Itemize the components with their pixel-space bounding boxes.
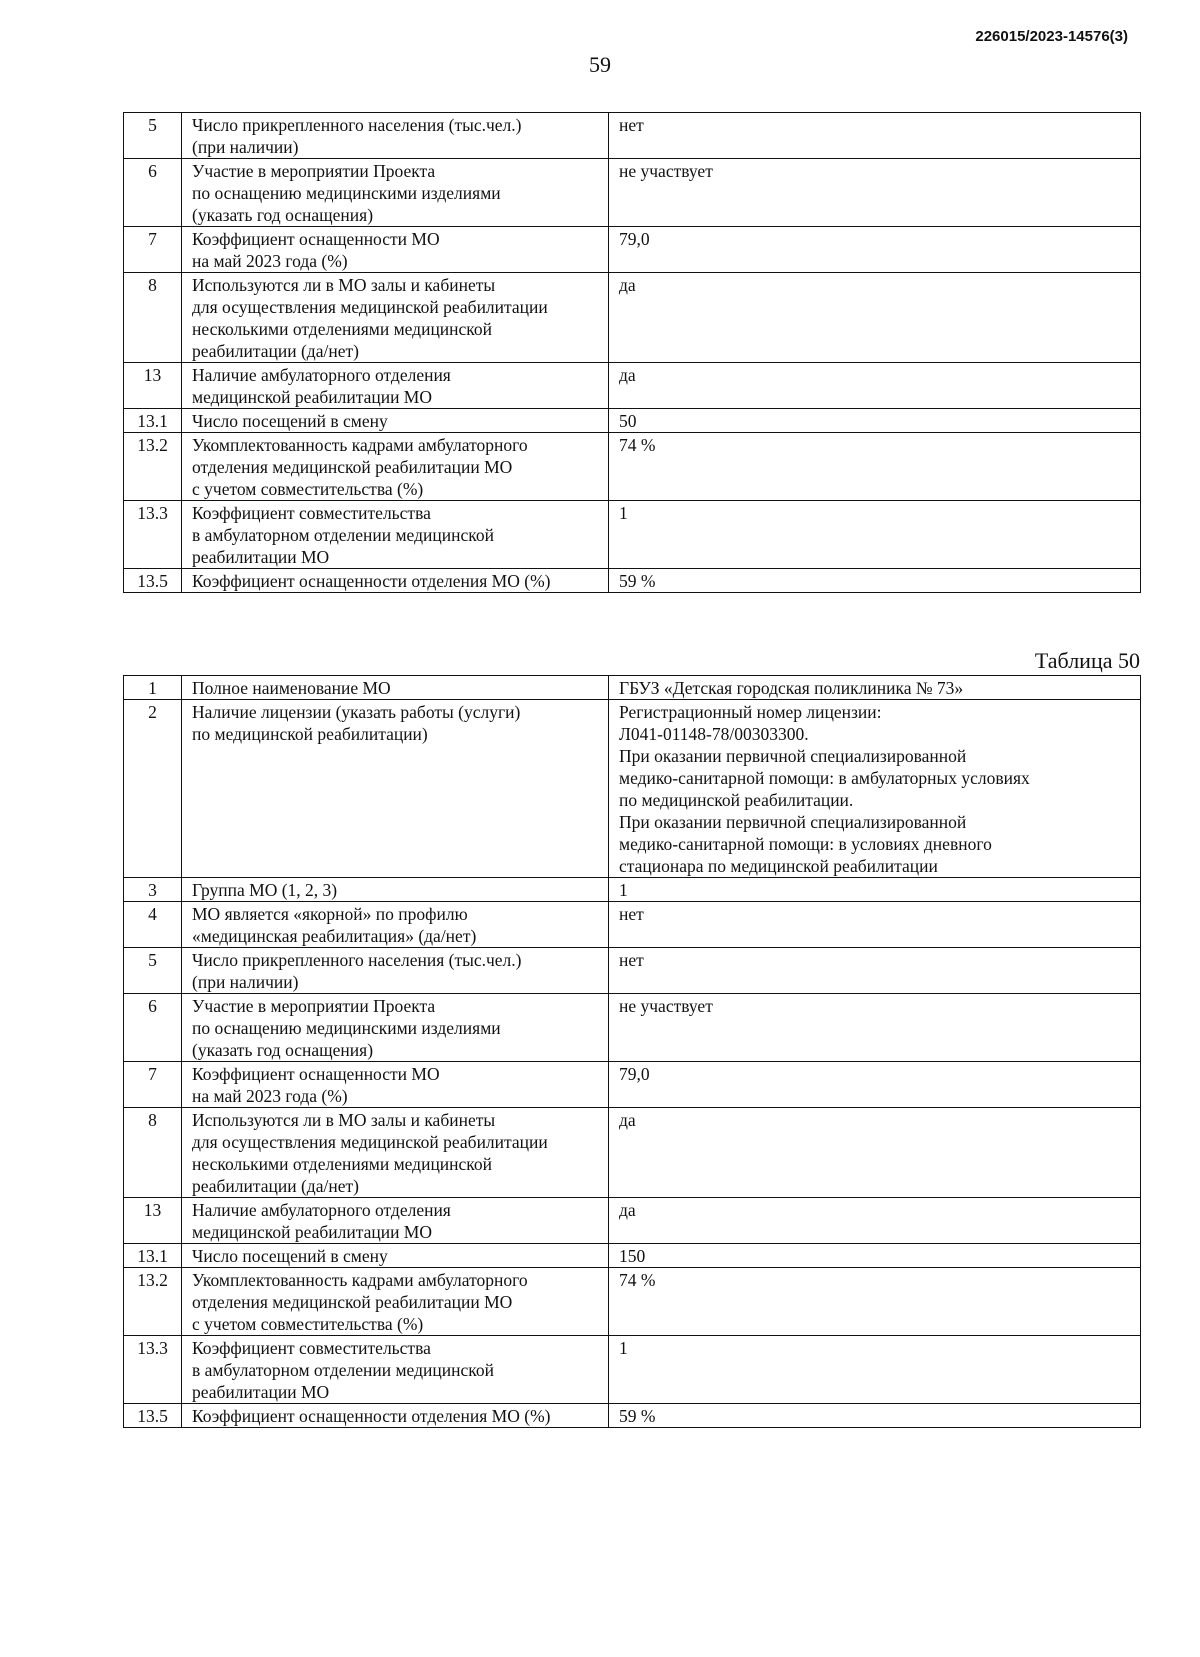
table-row (124, 1268, 1141, 1336)
table-row (124, 1198, 1141, 1244)
value-cell: Регистрационный номер лицензии: Л041-01148-78/00303300. При оказании первичной специализированной медико-санитарной помощи: в амбулаторных условиях по медицинской реабилитации. При оказании первичной специализированной медико-санитарной помощи: в условиях дневного стационара по медицинской реабилитации (609, 700, 1141, 878)
parameter-cell: Наличие лицензии (указать работы (услуги) по медицинской реабилитации) (182, 700, 609, 878)
table-row (124, 994, 1141, 1062)
table-row (124, 1336, 1141, 1404)
row-number-cell: 13 (124, 363, 182, 409)
parameter-cell: Число прикрепленного населения (тыс.чел.) (при наличии) (182, 113, 609, 159)
row-number-cell: 4 (124, 902, 182, 948)
table-50 (123, 675, 1141, 1428)
table-row (124, 878, 1141, 902)
row-number-cell: 13.5 (124, 569, 182, 593)
value-cell: да (609, 1108, 1141, 1198)
table-row (124, 1108, 1141, 1198)
value-cell: 74 % (609, 1268, 1141, 1336)
value-cell: ГБУЗ «Детская городская поликлиника № 73» (609, 676, 1141, 700)
table-row (124, 273, 1141, 363)
table-row (124, 409, 1141, 433)
value-cell: да (609, 1198, 1141, 1244)
value-cell: 1 (609, 878, 1141, 902)
value-cell: 150 (609, 1244, 1141, 1268)
value-cell: нет (609, 948, 1141, 994)
row-number-cell: 13 (124, 1198, 182, 1244)
row-number-cell: 13.1 (124, 1244, 182, 1268)
value-cell: 1 (609, 501, 1141, 569)
row-number-cell: 5 (124, 948, 182, 994)
table-row (124, 1062, 1141, 1108)
value-cell: 1 (609, 1336, 1141, 1404)
table-row (124, 676, 1141, 700)
parameter-cell: Число прикрепленного населения (тыс.чел.) (при наличии) (182, 948, 609, 994)
row-number-cell: 7 (124, 1062, 182, 1108)
value-cell: 79,0 (609, 227, 1141, 273)
value-cell: да (609, 273, 1141, 363)
value-cell: 79,0 (609, 1062, 1141, 1108)
parameter-cell: Наличие амбулаторного отделения медицинской реабилитации МО (182, 1198, 609, 1244)
table-row (124, 227, 1141, 273)
row-number-cell: 2 (124, 700, 182, 878)
table-continuation (123, 112, 1141, 593)
table-row (124, 948, 1141, 994)
parameter-cell: Коэффициент совместительства в амбулаторном отделении медицинской реабилитации МО (182, 1336, 609, 1404)
parameter-cell: МО является «якорной» по профилю «медицинская реабилитация» (да/нет) (182, 902, 609, 948)
row-number-cell: 13.1 (124, 409, 182, 433)
value-cell: 59 % (609, 569, 1141, 593)
parameter-cell: Группа МО (1, 2, 3) (182, 878, 609, 902)
parameter-cell: Коэффициент оснащенности МО на май 2023 года (%) (182, 1062, 609, 1108)
table-row (124, 363, 1141, 409)
document-number: 226015/2023-14576(3) (975, 28, 1128, 45)
value-cell: нет (609, 113, 1141, 159)
page-number: 59 (589, 52, 611, 77)
value-cell: 74 % (609, 433, 1141, 501)
value-cell: не участвует (609, 159, 1141, 227)
row-number-cell: 13.2 (124, 1268, 182, 1336)
row-number-cell: 13.5 (124, 1404, 182, 1428)
parameter-cell: Укомплектованность кадрами амбулаторного отделения медицинской реабилитации МО с учетом совместительства (%) (182, 1268, 609, 1336)
row-number-cell: 5 (124, 113, 182, 159)
value-cell: нет (609, 902, 1141, 948)
parameter-cell: Используются ли в МО залы и кабинеты для осуществления медицинской реабилитации несколькими отделениями медицинской реабилитации (да/нет) (182, 1108, 609, 1198)
row-number-cell: 8 (124, 1108, 182, 1198)
table-row (124, 902, 1141, 948)
table-row (124, 501, 1141, 569)
parameter-cell: Участие в мероприятии Проекта по оснащению медицинскими изделиями (указать год оснащения) (182, 994, 609, 1062)
row-number-cell: 6 (124, 994, 182, 1062)
parameter-cell: Наличие амбулаторного отделения медицинской реабилитации МО (182, 363, 609, 409)
table-row (124, 159, 1141, 227)
row-number-cell: 13.2 (124, 433, 182, 501)
parameter-cell: Число посещений в смену (182, 409, 609, 433)
table-row (124, 700, 1141, 878)
row-number-cell: 6 (124, 159, 182, 227)
parameter-cell: Число посещений в смену (182, 1244, 609, 1268)
parameter-cell: Участие в мероприятии Проекта по оснащению медицинскими изделиями (указать год оснащения) (182, 159, 609, 227)
parameter-cell: Укомплектованность кадрами амбулаторного отделения медицинской реабилитации МО с учетом совместительства (%) (182, 433, 609, 501)
parameter-cell: Коэффициент совместительства в амбулаторном отделении медицинской реабилитации МО (182, 501, 609, 569)
table-row (124, 433, 1141, 501)
row-number-cell: 13.3 (124, 1336, 182, 1404)
table-row (124, 113, 1141, 159)
value-cell: 59 % (609, 1404, 1141, 1428)
value-cell: не участвует (609, 994, 1141, 1062)
parameter-cell: Полное наименование МО (182, 676, 609, 700)
parameter-cell: Коэффициент оснащенности МО на май 2023 года (%) (182, 227, 609, 273)
parameter-cell: Коэффициент оснащенности отделения МО (%) (182, 1404, 609, 1428)
row-number-cell: 1 (124, 676, 182, 700)
row-number-cell: 13.3 (124, 501, 182, 569)
row-number-cell: 3 (124, 878, 182, 902)
row-number-cell: 8 (124, 273, 182, 363)
table-caption: Таблица 50 (1034, 648, 1140, 673)
value-cell: да (609, 363, 1141, 409)
value-cell: 50 (609, 409, 1141, 433)
row-number-cell: 7 (124, 227, 182, 273)
table-row (124, 569, 1141, 593)
parameter-cell: Используются ли в МО залы и кабинеты для осуществления медицинской реабилитации несколькими отделениями медицинской реабилитации (да/нет) (182, 273, 609, 363)
parameter-cell: Коэффициент оснащенности отделения МО (%) (182, 569, 609, 593)
table-row (124, 1404, 1141, 1428)
table-row (124, 1244, 1141, 1268)
